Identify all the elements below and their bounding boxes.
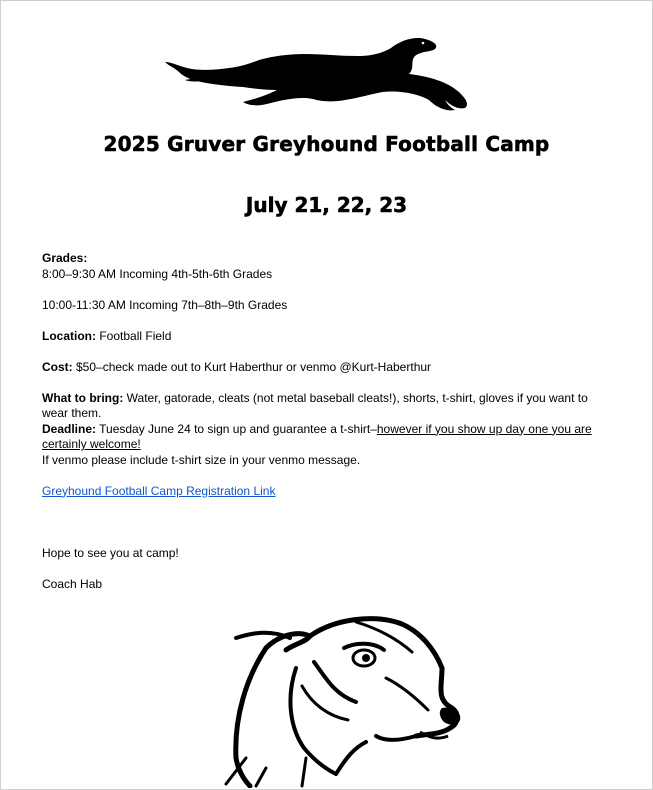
running-greyhound-image	[163, 34, 473, 114]
grades-session-1: 8:00–9:30 AM Incoming 4th-5th-6th Grades	[42, 266, 273, 281]
registration-link[interactable]: Greyhound Football Camp Registration Link	[42, 483, 276, 498]
cost-line	[42, 360, 617, 376]
what-to-bring-label: What to bring:	[42, 390, 124, 405]
deadline-label: Deadline:	[42, 421, 97, 436]
deadline-note: however if you show up day one you are certainly welcome!	[42, 421, 592, 451]
location-line	[42, 329, 617, 345]
camp-dates: July 21, 22, 23	[245, 193, 408, 217]
greyhound-head-image	[206, 608, 466, 788]
what-to-bring-value: Water, gatorade, cleats (not metal baseball cleats!), shorts, t-shirt, gloves if you want to wear them.	[42, 390, 588, 420]
flyer-body	[42, 251, 617, 592]
grades-session-2: 10:00-11:30 AM Incoming 7th–8th–9th Grades	[42, 297, 288, 312]
grades-label: Grades:	[42, 251, 88, 265]
what-to-bring-line	[42, 391, 617, 422]
cost-value: $50–check made out to Kurt Haberthur or venmo @Kurt-Haberthur	[72, 359, 432, 374]
cost-label: Cost:	[42, 359, 73, 374]
signature: Coach Hab	[42, 576, 103, 591]
page-title: 2025 Gruver Greyhound Football Camp	[103, 132, 550, 156]
closing-line: Hope to see you at camp!	[42, 545, 179, 560]
location-value: Football Field	[96, 328, 172, 343]
deadline-line	[42, 422, 617, 453]
deadline-value: Tuesday June 24 to sign up and guarantee a t-shirt–	[96, 421, 377, 436]
venmo-note: If venmo please include t-shirt size in your venmo message.	[42, 452, 361, 467]
location-label: Location:	[42, 328, 96, 343]
